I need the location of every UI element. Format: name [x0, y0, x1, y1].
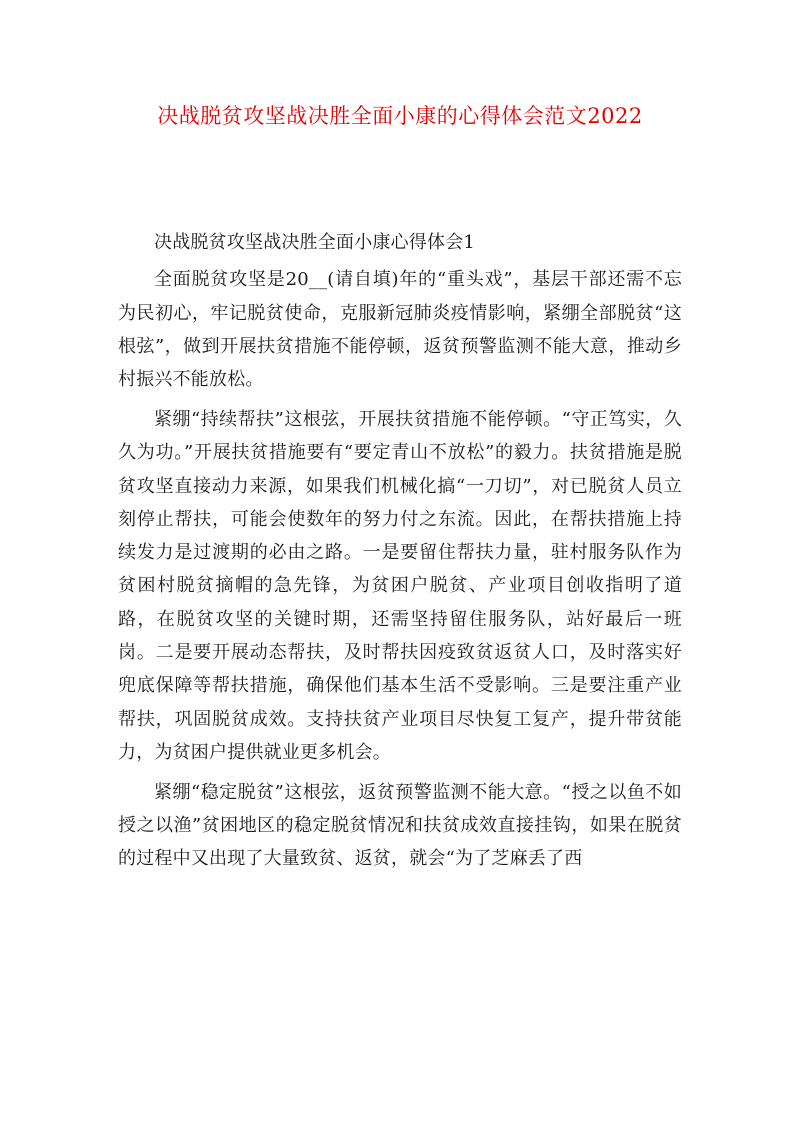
document-body — [118, 226, 682, 882]
document-title: 决战脱贫攻坚战决胜全面小康的心得体会范文2022 — [157, 104, 643, 128]
body-paragraph-3: 紧绷“稳定脱贫”这根弦，返贫预警监测不能大意。“授之以鱼不如授之以渔”贫困地区的稳定脱贫情况和扶贫成效直接挂钩，如果在脱贫的过程中又出现了大量致贫、返贫，就会“为了芝麻丢了西 — [118, 781, 682, 870]
body-paragraph-2: 紧绷“持续帮扶”这根弦，开展扶贫措施不能停顿。“守正笃实，久久为功。”开展扶贫措施要有“要定青山不放松”的毅力。扶贫措施是脱贫攻坚直接动力来源，如果我们机械化搞“一刀切”，对已脱贫人员立刻停止帮扶，可能会使数年的努力付之东流。因此，在帮扶措施上持续发力是过渡期的必由之路。一是要留住帮扶力量，驻村服务队作为贫困村脱贫摘帽的急先锋，为贫困户脱贫、产业项目创收指明了道路，在脱贫攻坚的关键时期，还需坚持留住服务队，站好最后一班岗。二是要开展动态帮扶，及时帮扶因疫致贫返贫人口，及时落实好兜底保障等帮扶措施，确保他们基本生活不受影响。三是要注重产业帮扶，巩固脱贫成效。支持扶贫产业项目尽快复工复产，提升带贫能力，为贫困户提供就业更多机会。 — [118, 408, 682, 763]
body-paragraph-1: 全面脱贫攻坚是20__(请自填)年的“重头戏”，基层干部还需不忘为民初心，牢记脱贫使命，克服新冠肺炎疫情影响，紧绷全部脱贫“这根弦”，做到开展扶贫措施不能停顿，返贫预警监测不能大意，推动乡村振兴不能放松。 — [118, 269, 682, 391]
section-subheading: 决战脱贫攻坚战决胜全面小康心得体会1 — [154, 232, 476, 253]
